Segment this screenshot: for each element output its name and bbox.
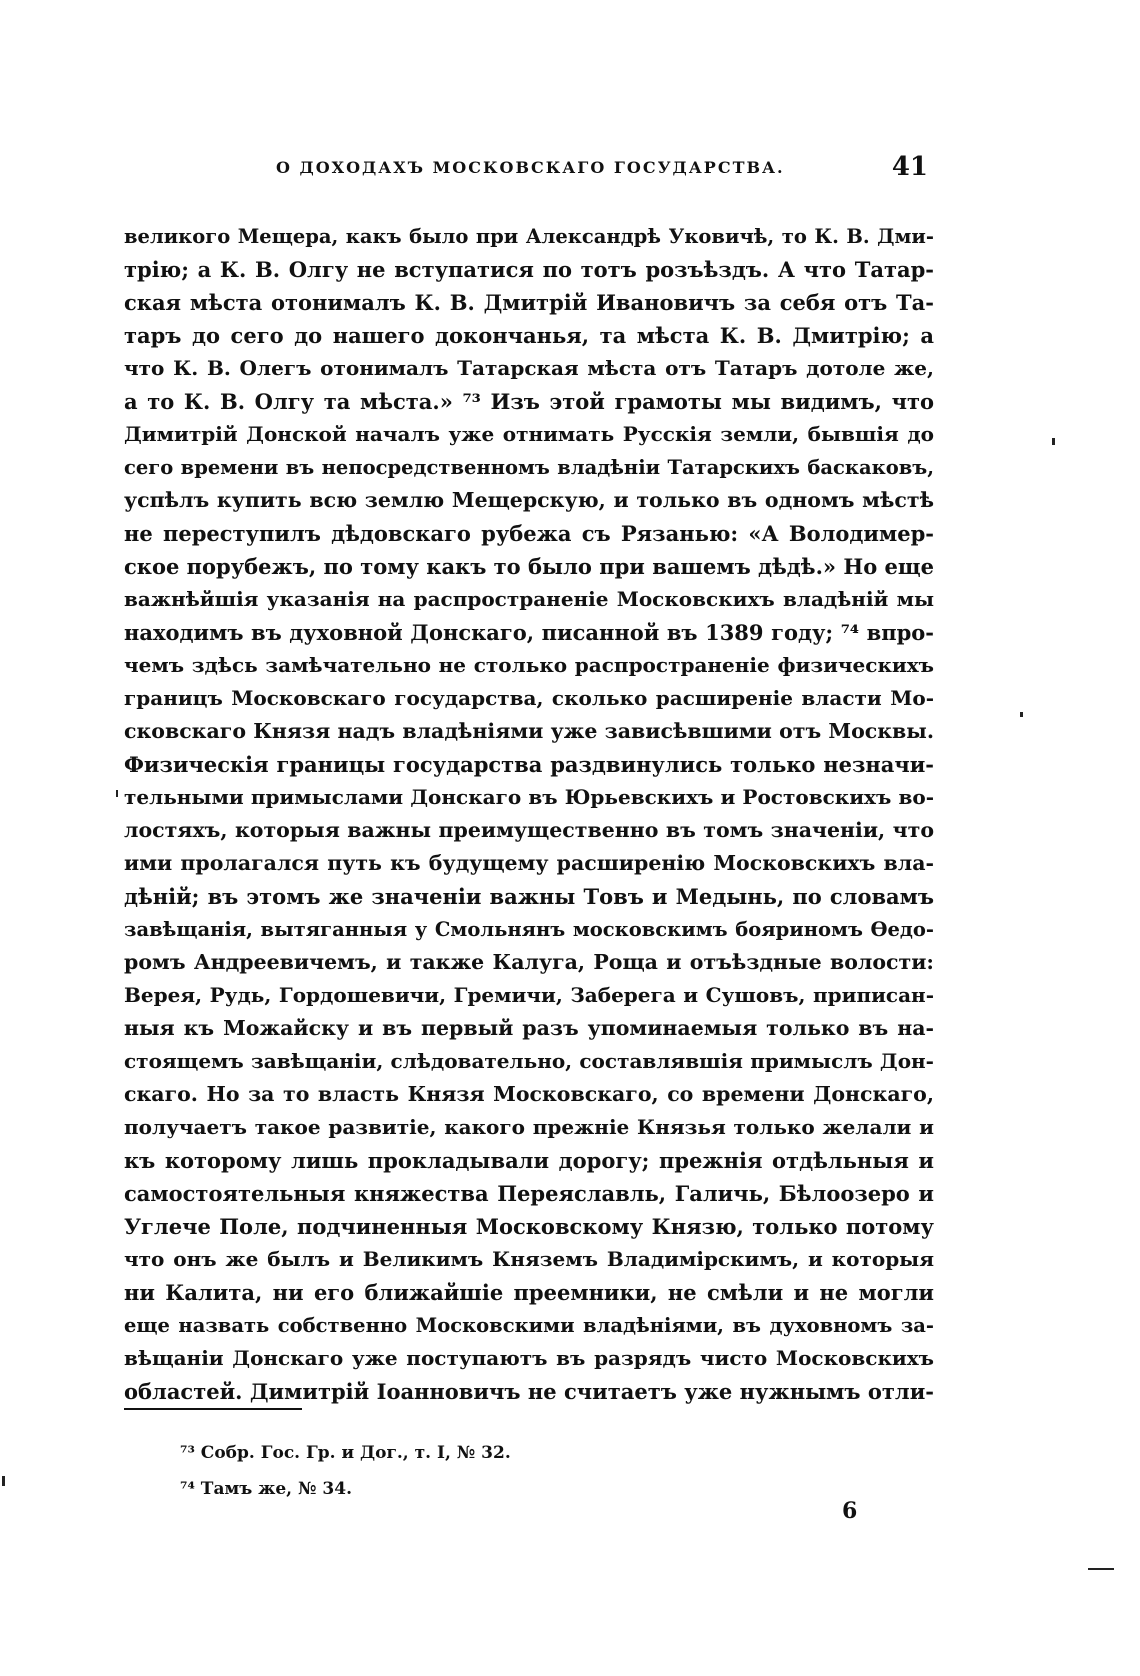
print-speck [1088, 1568, 1114, 1570]
footnote: ⁷⁴ Тамъ же, № 34. [180, 1479, 352, 1499]
print-speck [2, 1476, 5, 1486]
print-speck [1052, 438, 1055, 445]
text-line: чемъ здѣсь замѣчательно не столько распространеніе физическихъ [124, 653, 934, 677]
text-line: завѣщанія, вытяганныя у Смольнянъ московскимъ бояриномъ Ѳедо- [124, 918, 934, 941]
text-line: Углече Поле, подчиненныя Московскому Князю, только потому [124, 1214, 934, 1239]
text-line: ская мѣста отонималъ К. В. Дмитрій Ивановичъ за себя отъ Та- [124, 290, 934, 315]
text-line: что К. В. Олегъ отонималъ Татарская мѣста отъ Татаръ дотоле же, [124, 356, 934, 380]
text-line: Физическія границы государства раздвинулись только незначи- [124, 752, 934, 777]
print-speck [116, 790, 118, 797]
text-line: самостоятельныя княжества Переяславль, Галичь, Бѣлоозеро и [124, 1181, 934, 1206]
text-line: ими пролагался путь къ будущему расширенію Московскихъ вла- [124, 851, 934, 875]
page-number: 41 [891, 152, 928, 182]
text-line: великого Мещера, какъ было при Александрѣ Уковичѣ, то К. В. Дми- [124, 225, 934, 248]
text-line: успѣлъ купить всю землю Мещерскую, и только въ одномъ мѣстѣ [124, 488, 934, 512]
footnote: ⁷³ Собр. Гос. Гр. и Дог., т. I, № 32. [180, 1443, 511, 1463]
text-line: сковскаго Князя надъ владѣніями уже зависѣвшими отъ Москвы. [124, 719, 934, 743]
text-line: тельными примыслами Донскаго въ Юрьевскихъ и Ростовскихъ во- [124, 785, 934, 809]
text-line: ни Калита, ни его ближайшіе преемники, не смѣли и не могли [124, 1280, 934, 1305]
text-line: областей. Димитрій Іоанновичъ не считаетъ уже нужнымъ отли- [124, 1379, 934, 1404]
running-head-title: О ДОХОДАХЪ МОСКОВСКАГО ГОСУДАРСТВА. [276, 158, 785, 177]
footnotes [180, 1435, 880, 1507]
body-text [124, 220, 934, 1408]
text-line: а то К. В. Олгу та мѣста.» ⁷³ Изъ этой грамоты мы видимъ, что [124, 389, 934, 414]
footnote-rule [124, 1408, 302, 1410]
text-line: скаго. Но за то власть Князя Московскаго, со времени Донскаго, [124, 1082, 934, 1106]
text-line: Димитрій Донской началъ уже отнимать Русскія земли, бывшія до [124, 422, 934, 446]
text-line: ныя къ Можайску и въ первый разъ упоминаемыя только въ на- [124, 1016, 934, 1040]
text-line: получаетъ такое развитіе, какого прежніе Князья только желали и [124, 1115, 934, 1139]
print-speck [1020, 712, 1023, 717]
text-line: границъ Московскаго государства, сколько расширеніе власти Мо- [124, 686, 934, 710]
text-line: ромъ Андреевичемъ, и также Калуга, Роща и отъѣздные волости: [124, 950, 934, 974]
text-line: что онъ же былъ и Великимъ Княземъ Владимірскимъ, и которыя [124, 1247, 934, 1271]
signature-mark: 6 [842, 1498, 858, 1524]
text-line: стоящемъ завѣщаніи, слѣдовательно, составлявшія примыслъ Дон- [124, 1049, 934, 1073]
text-line: сего времени въ непосредственномъ владѣніи Татарскихъ баскаковъ, [124, 456, 934, 479]
text-line: ское порубежъ, по тому какъ то было при вашемъ дѣдѣ.» Но еще [124, 554, 934, 579]
text-line: вѣщаніи Донскаго уже поступаютъ въ разрядъ чисто Московскихъ [124, 1346, 934, 1370]
text-line: къ которому лишь прокладывали дорогу; прежнія отдѣльныя и [124, 1148, 934, 1173]
text-line: еще назвать собственно Московскими владѣніями, въ духовномъ за- [124, 1314, 934, 1337]
text-line: находимъ въ духовной Донскаго, писанной въ 1389 году; ⁷⁴ впро- [124, 620, 934, 645]
text-line: не переступилъ дѣдовскаго рубежа съ Рязанью: «А Володимер- [124, 521, 934, 546]
text-line: Верея, Рудь, Гордошевичи, Гремичи, Заберега и Сушовъ, приписан- [124, 983, 934, 1007]
text-line: важнѣйшія указанія на распространеніе Московскихъ владѣній мы [124, 587, 934, 611]
text-line: таръ до сего до нашего докончанья, та мѣста К. В. Дмитрію; а [124, 323, 934, 348]
text-line: трію; а К. В. Олгу не вступатися по тотъ розъѣздъ. А что Татар- [124, 257, 934, 282]
running-head [270, 152, 934, 188]
text-line: дѣній; въ этомъ же значеніи важны Товъ и Медынь, по словамъ [124, 884, 934, 909]
text-line: лостяхъ, которыя важны преимущественно въ томъ значеніи, что [124, 818, 934, 842]
